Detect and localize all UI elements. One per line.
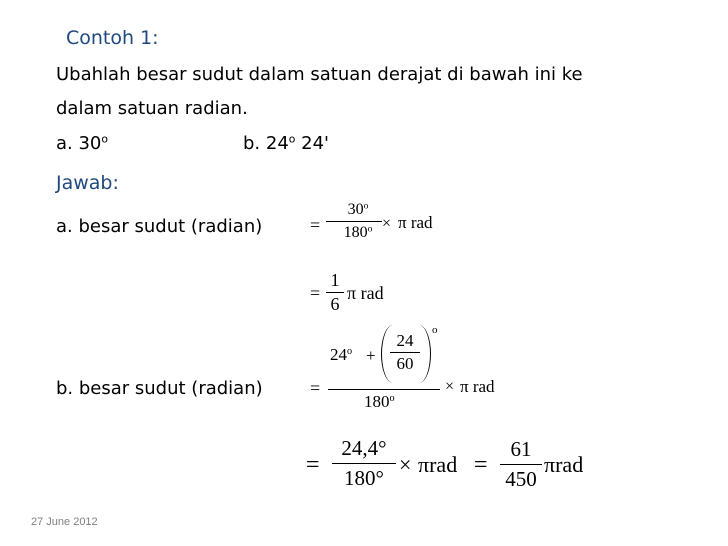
fraction-denominator: 180° [344,466,384,490]
question-line-2: dalam satuan radian. [56,98,248,119]
fraction-24-4-over-180 [332,436,396,491]
footer-date: 27 June 2012 [31,516,98,528]
label-part-a: a. besar sudut (radian) [56,216,263,237]
fraction-denominator: 60 [396,354,414,373]
fraction-30-over-180 [326,201,382,242]
main-fraction-bar [328,389,440,390]
fraction-denominator: 180$^o$ [343,223,373,241]
fraction-denominator: 6 [330,294,340,314]
pi-rad-text: π rad [398,213,433,232]
question-item-a: a. 30$^o$ [56,132,108,154]
times-sign: × [445,378,455,395]
fraction-1-over-6 [326,270,344,315]
question-item-b: b. 24$^o$ 24' [243,132,329,154]
fraction-numerator: 61 [510,437,532,461]
equals-sign: = [474,452,488,478]
fraction-numerator: 24 [396,331,414,350]
times-sign: × [382,215,392,232]
denominator-180: 180$^o$ [364,392,395,411]
pi-rad-text: π rad [460,377,495,396]
degree-exponent: o [432,324,438,336]
term-24-degrees: 24$^o$ [330,345,353,364]
answer-heading: Jawab: [56,172,119,194]
question-line-1: Ubahlah besar sudut dalam satuan derajat di bawah ini ke [56,64,583,85]
pi-rad-text: πrad [418,452,458,477]
fraction-numerator: 24,4° [341,436,387,460]
equals-sign: = [310,378,321,398]
fraction-24-over-60 [390,331,420,374]
fraction-61-over-450 [500,437,542,492]
label-part-b: b. besar sudut (radian) [56,378,263,399]
equals-sign: = [306,452,320,478]
slide-heading: Contoh 1: [66,27,159,49]
fraction-numerator: 30$^o$ [347,200,369,218]
plus-sign: + [366,346,376,365]
equals-sign: = [310,283,321,303]
pi-rad-text: πrad [544,452,584,477]
times-sign: × [399,452,412,477]
fraction-numerator: 1 [330,270,340,290]
pi-rad-text: π rad [347,283,384,303]
equals-sign: = [310,215,321,235]
fraction-denominator: 450 [505,467,537,491]
